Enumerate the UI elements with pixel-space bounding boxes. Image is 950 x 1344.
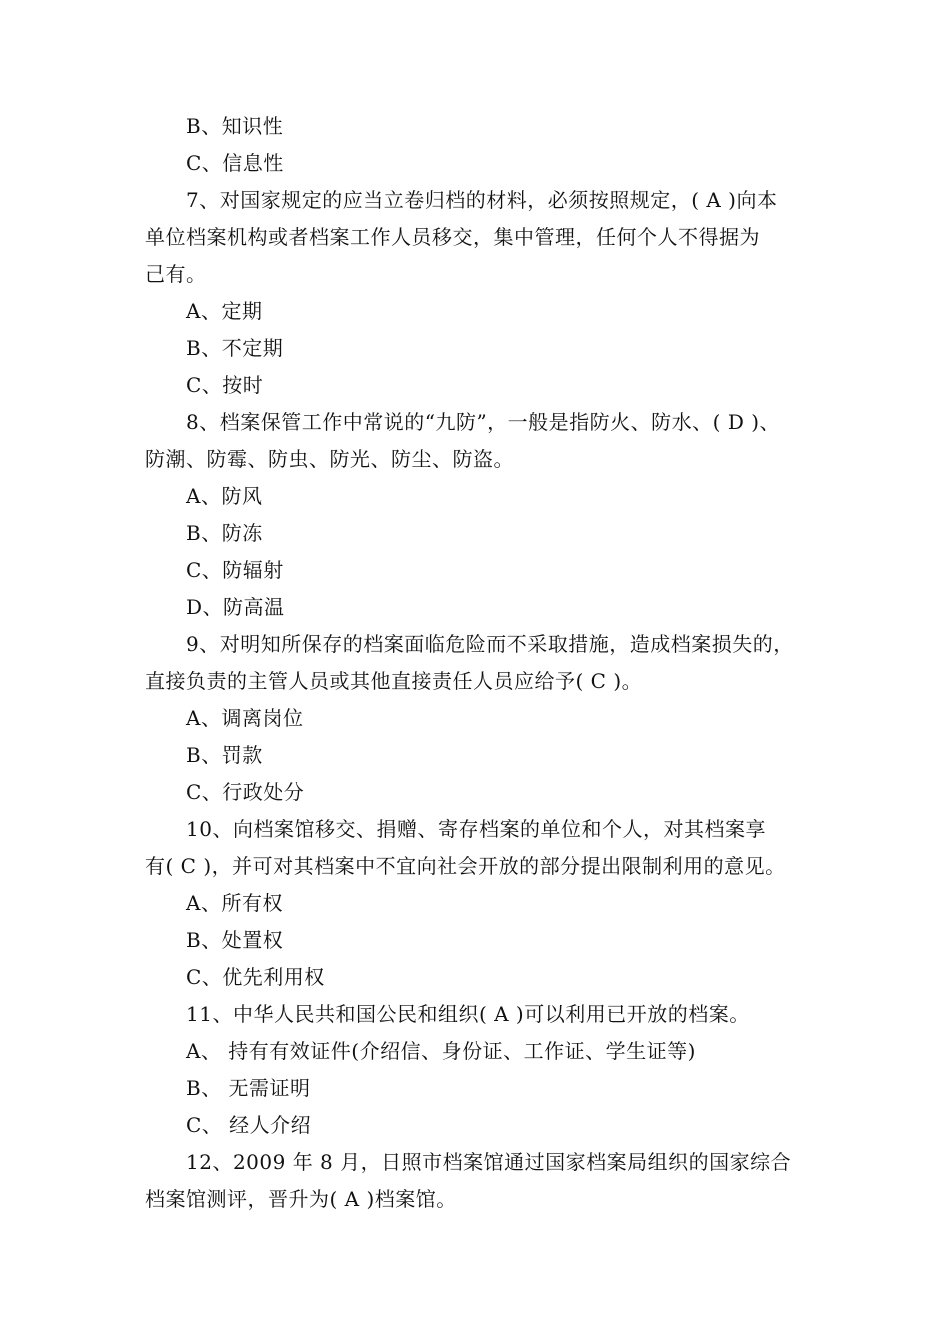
option-line: A、 持有有效证件(介绍信、身份证、工作证、学生证等) xyxy=(186,1039,696,1063)
option-line: C、优先利用权 xyxy=(186,965,325,989)
question-line: 12、2009 年 8 月，日照市档案馆通过国家档案局组织的国家综合 xyxy=(186,1150,792,1174)
question-line: 己有。 xyxy=(145,262,207,286)
question-line: 11、中华人民共和国公民和组织( A )可以利用已开放的档案。 xyxy=(186,1002,750,1026)
option-line: B、处置权 xyxy=(186,928,284,952)
option-line: A、调离岗位 xyxy=(186,706,304,730)
question-line: 9、对明知所保存的档案面临危险而不采取措施，造成档案损失的， xyxy=(186,632,794,656)
option-line: D、防高温 xyxy=(186,595,285,619)
option-line: B、不定期 xyxy=(186,336,284,360)
option-line: C、防辐射 xyxy=(186,558,284,582)
option-line: A、所有权 xyxy=(186,891,283,915)
question-line: 7、对国家规定的应当立卷归档的材料，必须按照规定，( A )向本 xyxy=(186,188,778,212)
option-line: B、 无需证明 xyxy=(186,1076,311,1100)
option-line: C、按时 xyxy=(186,373,264,397)
option-line: B、防冻 xyxy=(186,521,263,545)
question-line: 防潮、防霉、防虫、防光、防尘、防盗。 xyxy=(145,447,514,471)
question-line: 直接负责的主管人员或其他直接责任人员应给予( C )。 xyxy=(145,669,643,693)
option-line: A、定期 xyxy=(186,299,263,323)
option-line: B、罚款 xyxy=(186,743,263,767)
question-line: 档案馆测评，晋升为( A )档案馆。 xyxy=(145,1187,457,1211)
question-line: 有( C )，并可对其档案中不宜向社会开放的部分提出限制利用的意见。 xyxy=(145,854,786,878)
question-line: 10、向档案馆移交、捐赠、寄存档案的单位和个人，对其档案享 xyxy=(186,817,766,841)
option-line: A、防风 xyxy=(186,484,263,508)
question-line: 单位档案机构或者档案工作人员移交，集中管理，任何个人不得据为 xyxy=(145,225,760,249)
option-line: C、行政处分 xyxy=(186,780,305,804)
option-line: C、信息性 xyxy=(186,151,284,175)
option-line: B、知识性 xyxy=(186,114,284,138)
question-line: 8、档案保管工作中常说的“九防”，一般是指防火、防水、( D )、 xyxy=(186,410,781,434)
option-line: C、 经人介绍 xyxy=(186,1113,312,1137)
